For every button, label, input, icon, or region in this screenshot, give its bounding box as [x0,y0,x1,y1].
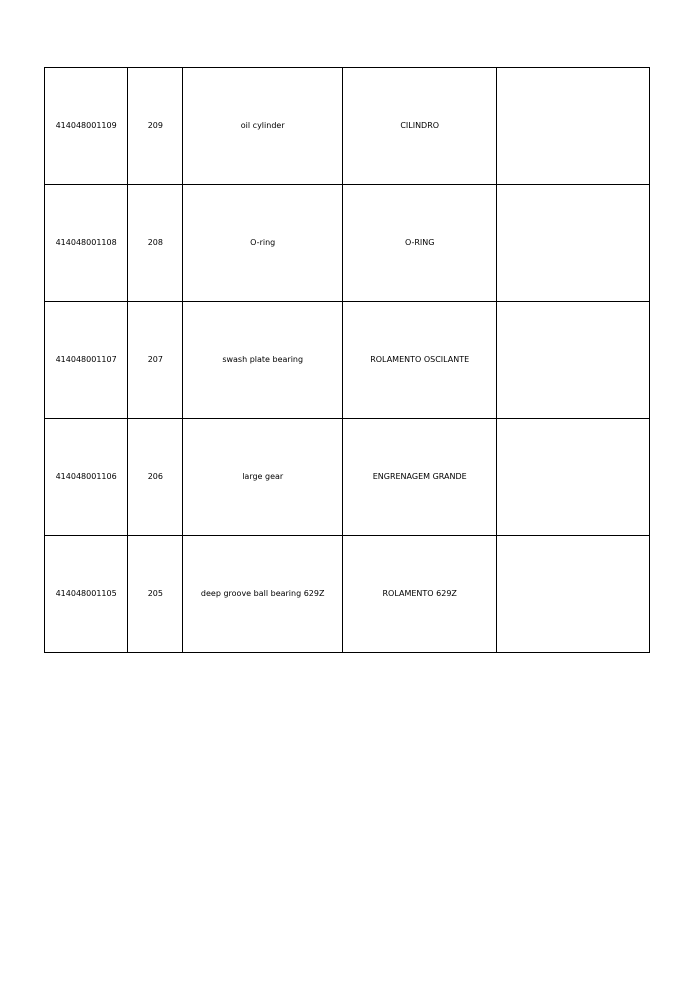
part-code-cell: 414048001106 [45,419,128,536]
english-description-cell: large gear [183,419,343,536]
portuguese-description-cell: O-RING [342,185,497,302]
item-number-cell: 209 [128,68,183,185]
remarks-cell [497,185,650,302]
part-code-cell: 414048001107 [45,302,128,419]
item-number-cell: 208 [128,185,183,302]
english-description-cell: O-ring [183,185,343,302]
table-row [45,185,650,302]
table-row [45,536,650,653]
english-description-cell: deep groove ball bearing 629Z [183,536,343,653]
portuguese-description-cell: ROLAMENTO 629Z [342,536,497,653]
remarks-cell [497,68,650,185]
item-number-cell: 207 [128,302,183,419]
portuguese-description-cell: ENGRENAGEM GRANDE [342,419,497,536]
item-number-cell: 206 [128,419,183,536]
portuguese-description-cell: ROLAMENTO OSCILANTE [342,302,497,419]
remarks-cell [497,419,650,536]
portuguese-description-cell: CILINDRO [342,68,497,185]
english-description-cell: swash plate bearing [183,302,343,419]
remarks-cell [497,536,650,653]
table-row [45,419,650,536]
part-code-cell: 414048001109 [45,68,128,185]
parts-table [44,67,650,653]
table-row [45,68,650,185]
item-number-cell: 205 [128,536,183,653]
remarks-cell [497,302,650,419]
part-code-cell: 414048001105 [45,536,128,653]
english-description-cell: oil cylinder [183,68,343,185]
table-row [45,302,650,419]
part-code-cell: 414048001108 [45,185,128,302]
